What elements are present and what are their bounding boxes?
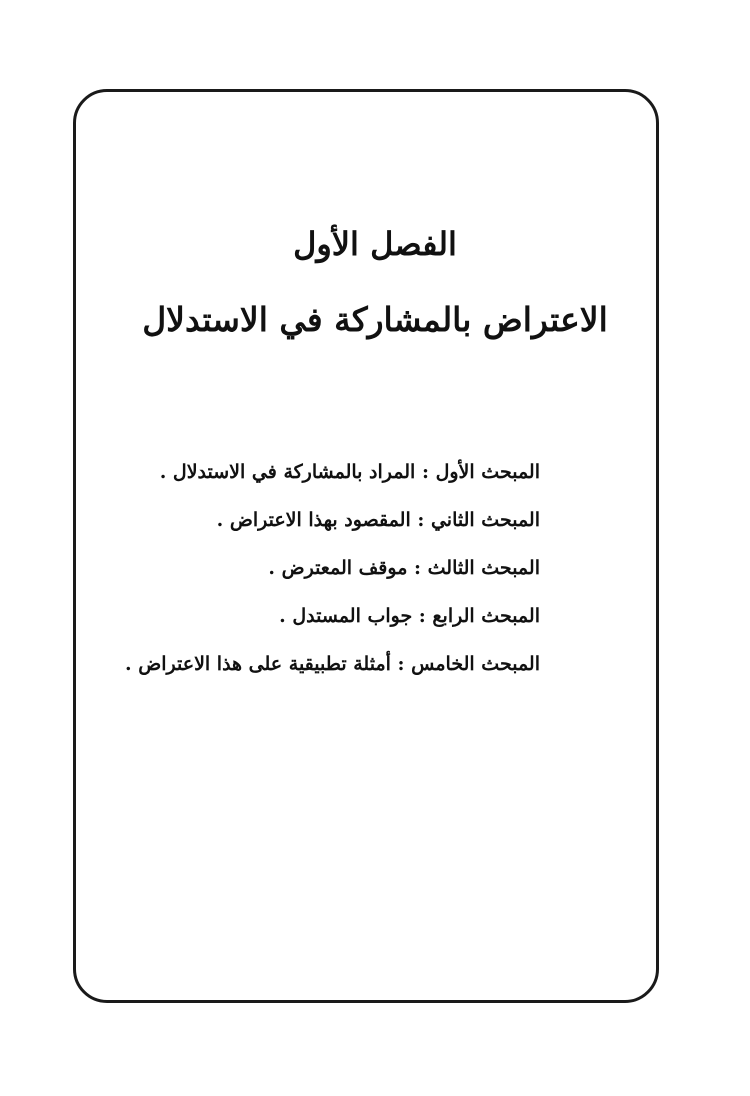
section-item-3: المبحث الثالث : موقف المعترض . <box>268 557 540 579</box>
section-item-5: المبحث الخامس : أمثلة تطبيقية على هذا الاعتراض . <box>125 653 540 675</box>
section-item-4: المبحث الرابع : جواب المستدل . <box>279 605 540 627</box>
section-item-2: المبحث الثاني : المقصود بهذا الاعتراض . <box>216 509 540 531</box>
chapter-title: الفصل الأول <box>293 225 457 263</box>
sections-list <box>120 452 540 692</box>
section-item-1: المبحث الأول : المراد بالمشاركة في الاستدلال . <box>159 461 540 483</box>
chapter-subtitle: الاعتراض بالمشاركة في الاستدلال <box>142 300 608 339</box>
